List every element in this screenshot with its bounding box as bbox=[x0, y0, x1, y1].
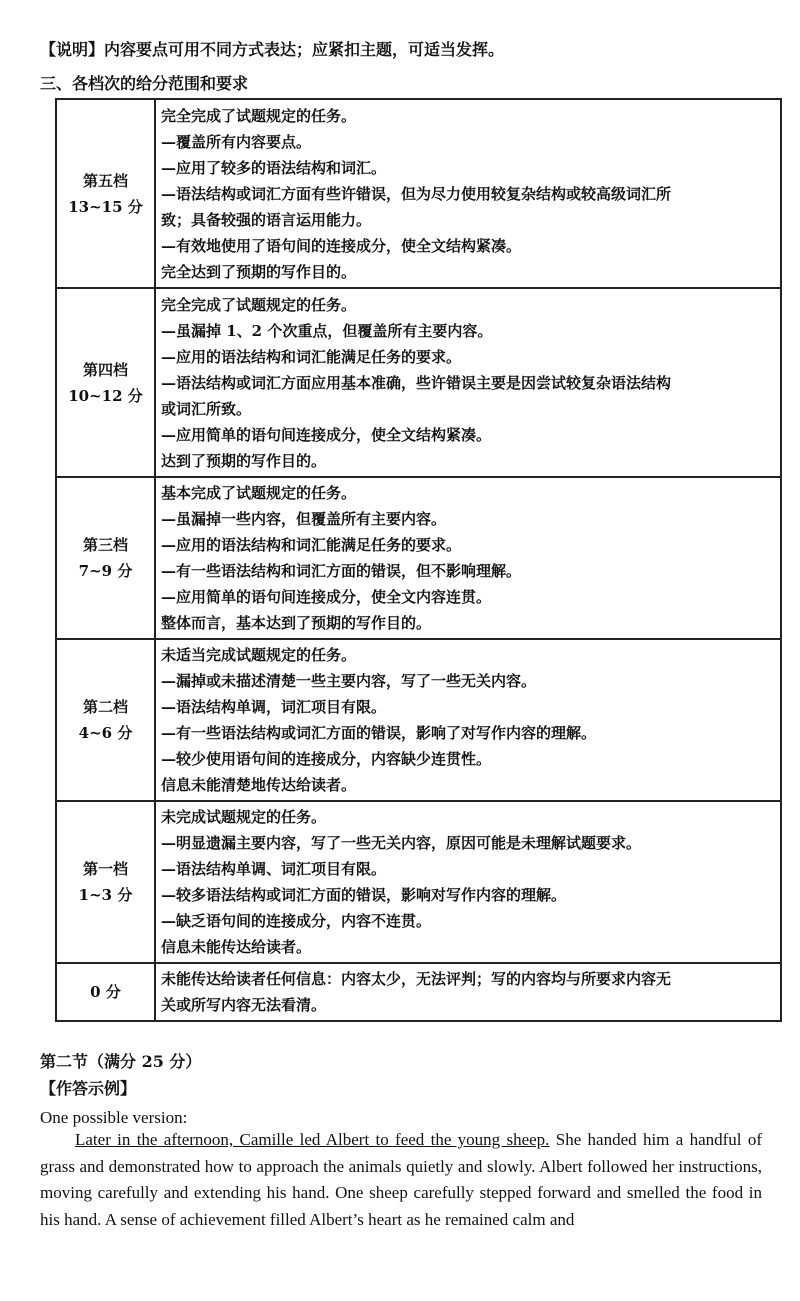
level-name: 第三档 bbox=[82, 536, 128, 554]
level-description bbox=[155, 801, 781, 963]
description-line: —语法结构或词汇方面应用基本准确，些许错误主要是因尝试较复杂语法结构 bbox=[161, 373, 672, 392]
description-line: —有一些语法结构和词汇方面的错误，但不影响理解。 bbox=[161, 562, 522, 580]
essay-underlined-sentence: Later in the afternoon, Camille led Albert to feed the young sheep. bbox=[75, 1130, 550, 1149]
description-line: —应用了较多的语法结构和词汇。 bbox=[161, 158, 387, 177]
example-heading: 【作答示例】 bbox=[40, 1079, 137, 1098]
description-line: 信息未能清楚地传达给读者。 bbox=[161, 776, 357, 794]
description-line: —应用简单的语句间连接成分，使全文内容连贯。 bbox=[161, 588, 492, 606]
level-name: 第一档 bbox=[82, 860, 128, 878]
description-line: 致；具备较强的语言运用能力。 bbox=[161, 210, 372, 229]
level-cell bbox=[56, 801, 155, 963]
grading-table bbox=[55, 98, 782, 1022]
description-line: 未适当完成试题规定的任务。 bbox=[161, 646, 357, 664]
level-range: 10~12 分 bbox=[68, 386, 143, 405]
table-row bbox=[56, 99, 781, 288]
table-row bbox=[56, 639, 781, 801]
description-line: 整体而言，基本达到了预期的写作目的。 bbox=[161, 614, 432, 632]
description-line: —有一些语法结构或词汇方面的错误，影响了对写作内容的理解。 bbox=[161, 724, 597, 742]
level-cell bbox=[56, 963, 155, 1021]
description-line: 未能传达给读者任何信息：内容太少，无法评判；写的内容均与所要求内容无 bbox=[161, 970, 672, 988]
level-cell bbox=[56, 477, 155, 639]
table-row bbox=[56, 477, 781, 639]
level-name: 第二档 bbox=[82, 698, 128, 716]
description-line: 达到了预期的写作目的。 bbox=[161, 451, 327, 470]
level-description bbox=[155, 963, 781, 1021]
description-line: —应用的语法结构和词汇能满足任务的要求。 bbox=[161, 536, 462, 554]
description-line: —覆盖所有内容要点。 bbox=[161, 132, 312, 151]
note-text: 【说明】内容要点可用不同方式表达；应紧扣主题，可适当发挥。 bbox=[40, 40, 505, 59]
level-range: 13~15 分 bbox=[68, 197, 143, 216]
level-range: 4~6 分 bbox=[78, 724, 133, 742]
level-range: 7~9 分 bbox=[78, 562, 133, 580]
description-line: —语法结构单调，词汇项目有限。 bbox=[161, 698, 387, 716]
version-label: One possible version: bbox=[40, 1108, 188, 1127]
description-line: —较多语法结构或词汇方面的错误，影响对写作内容的理解。 bbox=[161, 886, 567, 904]
description-line: —应用的语法结构和词汇能满足任务的要求。 bbox=[161, 347, 462, 366]
essay-body: She handed him a handful of grass and demonstrated how to approach the animals quietly and slowly. Albert followed her instructions, moving carefully and extending his hand. One sheep carefully stepped forward and smelled the food in his hand. A sense of achievement filled Albert’s heart as he remained calm and bbox=[40, 1130, 762, 1229]
description-line: —有效地使用了语句间的连接成分，使全文结构紧凑。 bbox=[161, 236, 522, 255]
table-row bbox=[56, 288, 781, 477]
description-line: —虽漏掉一些内容，但覆盖所有主要内容。 bbox=[161, 510, 447, 528]
level-cell bbox=[56, 99, 155, 288]
table-row bbox=[56, 963, 781, 1021]
level-description bbox=[155, 639, 781, 801]
level-description bbox=[155, 288, 781, 477]
description-line: 关或所写内容无法看清。 bbox=[161, 996, 327, 1014]
level-name: 第四档 bbox=[82, 360, 128, 379]
section-title: 三、各档次的给分范围和要求 bbox=[40, 74, 249, 93]
description-line: —语法结构或词汇方面有些许错误，但为尽力使用较复杂结构或较高级词汇所 bbox=[161, 184, 672, 203]
level-range: 0 分 bbox=[90, 983, 121, 1001]
description-line: 基本完成了试题规定的任务。 bbox=[161, 484, 357, 502]
level-cell bbox=[56, 639, 155, 801]
part-two-title: 第二节（满分 25 分） bbox=[40, 1052, 202, 1071]
description-line: —虽漏掉 1、2 个次重点，但覆盖所有主要内容。 bbox=[161, 321, 493, 340]
description-line: 信息未能传达给读者。 bbox=[161, 938, 312, 956]
description-line: 或词汇所致。 bbox=[161, 399, 252, 418]
description-line: 完全完成了试题规定的任务。 bbox=[161, 295, 357, 314]
description-line: —缺乏语句间的连接成分，内容不连贯。 bbox=[161, 912, 432, 930]
part-two-header bbox=[40, 1048, 760, 1132]
description-line: 未完成试题规定的任务。 bbox=[161, 808, 327, 826]
essay-paragraph bbox=[40, 1127, 762, 1233]
level-range: 1~3 分 bbox=[78, 886, 133, 904]
table-row bbox=[56, 801, 781, 963]
description-line: —漏掉或未描述清楚一些主要内容，写了一些无关内容。 bbox=[161, 672, 537, 690]
level-description bbox=[155, 477, 781, 639]
level-cell bbox=[56, 288, 155, 477]
description-line: 完全达到了预期的写作目的。 bbox=[161, 262, 357, 281]
level-name: 第五档 bbox=[82, 171, 128, 190]
description-line: —较少使用语句间的连接成分，内容缺少连贯性。 bbox=[161, 750, 492, 768]
description-line: —语法结构单调、词汇项目有限。 bbox=[161, 860, 387, 878]
level-description bbox=[155, 99, 781, 288]
description-line: 完全完成了试题规定的任务。 bbox=[161, 106, 357, 125]
description-line: —明显遗漏主要内容，写了一些无关内容，原因可能是未理解试题要求。 bbox=[161, 834, 642, 852]
description-line: —应用简单的语句间连接成分，使全文结构紧凑。 bbox=[161, 425, 492, 444]
